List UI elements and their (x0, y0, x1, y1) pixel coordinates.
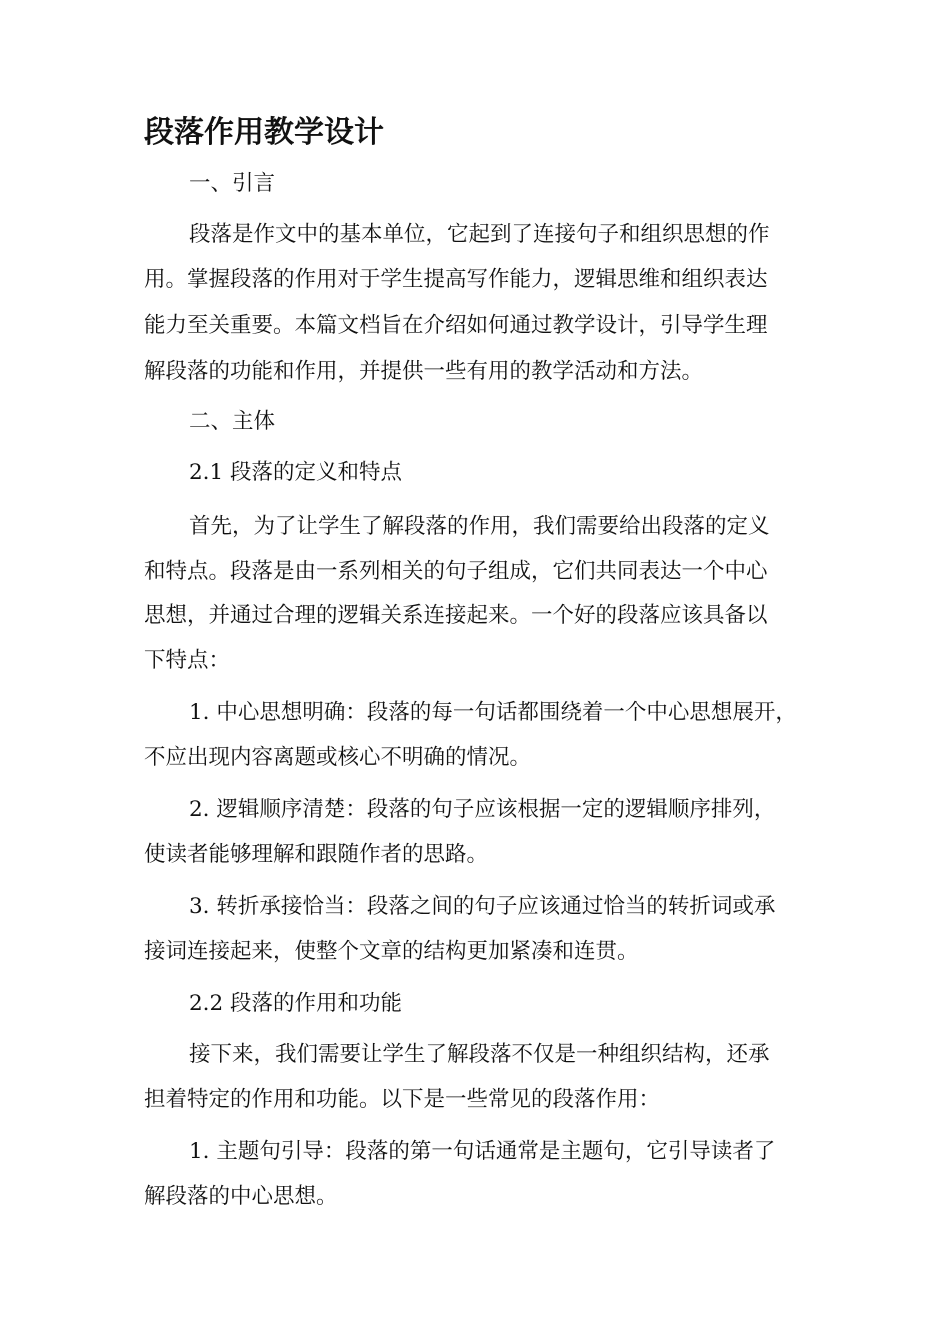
paragraph-line: 段落是作文中的基本单位，它起到了连接句子和组织思想的作 (189, 222, 770, 247)
document-title: 段落作用教学设计 (144, 115, 384, 150)
section-heading-intro: 一、引言 (189, 171, 276, 196)
list-item-line: 使读者能够理解和跟随作者的思路。 (144, 842, 489, 867)
list-item-line: 接词连接起来，使整个文章的结构更加紧凑和连贯。 (144, 939, 639, 964)
paragraph-line: 和特点。段落是由一系列相关的句子组成，它们共同表达一个中心 (144, 559, 768, 584)
paragraph-line: 思想，并通过合理的逻辑关系连接起来。一个好的段落应该具备以 (144, 603, 768, 628)
list-item-line: 2. 逻辑顺序清楚：段落的句子应该根据一定的逻辑顺序排列， (189, 797, 776, 822)
paragraph-line: 用。掌握段落的作用对于学生提高写作能力，逻辑思维和组织表达 (144, 267, 768, 292)
list-item-line: 解段落的中心思想。 (144, 1184, 338, 1209)
paragraph-line: 担着特定的作用和功能。以下是一些常见的段落作用： (144, 1087, 661, 1112)
paragraph-line: 下特点： (144, 648, 231, 673)
paragraph-line: 首先，为了让学生了解段落的作用，我们需要给出段落的定义 (189, 514, 770, 539)
list-item-line: 3. 转折承接恰当：段落之间的句子应该通过恰当的转折词或承 (189, 894, 776, 919)
paragraph-line: 接下来，我们需要让学生了解段落不仅是一种组织结构，还承 (189, 1042, 770, 1067)
paragraph-line: 能力至关重要。本篇文档旨在介绍如何通过教学设计，引导学生理 (144, 313, 768, 338)
list-item-line: 1. 主题句引导：段落的第一句话通常是主题句，它引导读者了 (189, 1139, 776, 1164)
paragraph-line: 解段落的功能和作用，并提供一些有用的教学活动和方法。 (144, 359, 704, 384)
list-item-line: 不应出现内容离题或核心不明确的情况。 (144, 745, 532, 770)
subsection-heading-2-2: 2.2 段落的作用和功能 (189, 991, 403, 1016)
section-heading-body: 二、主体 (189, 409, 276, 434)
list-item-line: 1. 中心思想明确：段落的每一句话都围绕着一个中心思想展开， (189, 700, 797, 725)
subsection-heading-2-1: 2.1 段落的定义和特点 (189, 460, 403, 485)
